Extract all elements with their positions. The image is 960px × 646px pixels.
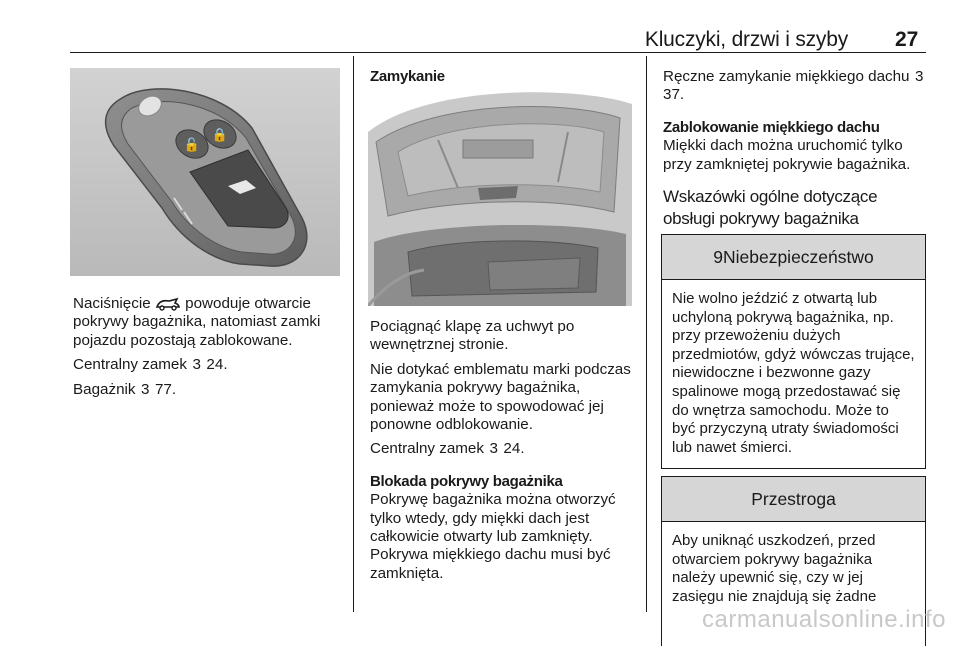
closing-instruction: Pociągnąć klapę za uchwyt po wewnętrznej stronie. — [370, 318, 575, 354]
danger-text: Nie wolno jeździć z otwartą lub uchyloną pokrywą bagażnika, np. przy przewożeniu dużych przedmiotów, gdyż wówczas trujące, niewidoczne i bezwonne gazy spalinowe mogą przedostawać się do wnętrza samochodu. Może to być przyczyną utraty świadomości lub nawet śmierci. — [672, 290, 915, 456]
danger-title: Niebezpieczeństwo — [722, 246, 874, 267]
trunk-lid-illustration — [368, 92, 632, 306]
danger-box — [661, 234, 926, 469]
warning-icon: 9 — [713, 246, 723, 267]
page-number: 27 — [895, 28, 919, 51]
column-3 — [663, 68, 927, 243]
page-header-title: Kluczyki, drzwi i szyby — [644, 28, 848, 51]
svg-text:🔒: 🔒 — [211, 128, 229, 143]
column-1 — [73, 295, 345, 405]
ref-arrow-icon: 3 — [140, 380, 150, 398]
ref-arrow-icon: 3 — [192, 356, 201, 374]
trunk-open-icon — [155, 297, 181, 311]
soft-top-reference — [663, 68, 927, 105]
caution-text: Aby uniknąć uszkodzeń, przed otwarciem pokrywy bagażnika należy upewnić się, czy w jej zasięgu nie znajdują się żadne — [672, 532, 877, 605]
column-divider-1 — [353, 56, 354, 612]
trunk-button-paragraph — [73, 295, 345, 350]
general-tips-heading: Wskazówki ogólne dotyczące obsługi pokrywy bagażnika — [663, 187, 878, 228]
header-divider — [70, 52, 926, 53]
column-2-heading-block — [370, 68, 640, 86]
central-lock-page[interactable]: 24. — [503, 440, 525, 458]
central-lock-page[interactable]: 24. — [206, 356, 228, 374]
soft-top-lock-heading: Zablokowanie miękkiego dachu — [663, 118, 880, 136]
trunk-reference — [73, 381, 345, 399]
lock-heading: Blokada pokrywy bagażnika — [370, 472, 563, 490]
ref-arrow-icon: 3 — [915, 68, 924, 85]
watermark: carmanualsonline.info — [702, 606, 946, 633]
closing-heading: Zamykanie — [370, 68, 445, 85]
column-divider-2 — [646, 56, 647, 612]
ref-arrow-icon: 3 — [489, 440, 498, 458]
caption-after: powoduje otwarcie pokrywy bagażnika, natomiast zamki pojazdu pozostają zablokowane. — [73, 295, 321, 349]
central-lock-label: Centralny zamek — [370, 440, 484, 458]
key-fob-illustration — [70, 68, 340, 276]
emblem-warning: Nie dotykać emblematu marki podczas zamykania pokrywy bagażnika, ponieważ może to spowodować jej ponowne odblokowanie. — [370, 360, 631, 434]
lock-paragraph: Pokrywę bagażnika można otworzyć tylko wtedy, gdy miękki dach jest całkowicie otwarty lub zamknięty. Pokrywa miękkiego dachu musi być zamknięta. — [370, 491, 616, 582]
column-2 — [370, 318, 640, 589]
danger-box-header — [662, 235, 925, 280]
central-lock-reference-2 — [370, 440, 640, 458]
trunk-page[interactable]: 77. — [154, 380, 177, 398]
soft-top-lock-paragraph: Miękki dach można uruchomić tylko przy zamkniętej pokrywie bagażnika. — [663, 137, 911, 173]
caption-before: Naciśnięcie — [73, 295, 151, 312]
central-lock-label: Centralny zamek — [73, 356, 187, 374]
trunk-label: Bagażnik — [73, 380, 136, 398]
soft-top-page[interactable]: 37. — [663, 86, 685, 104]
central-lock-reference — [73, 356, 345, 374]
svg-text:🔓: 🔓 — [183, 138, 201, 153]
soft-top-label: Ręczne zamykanie miękkiego dachu — [663, 68, 910, 85]
caution-title: Przestroga — [662, 477, 925, 522]
